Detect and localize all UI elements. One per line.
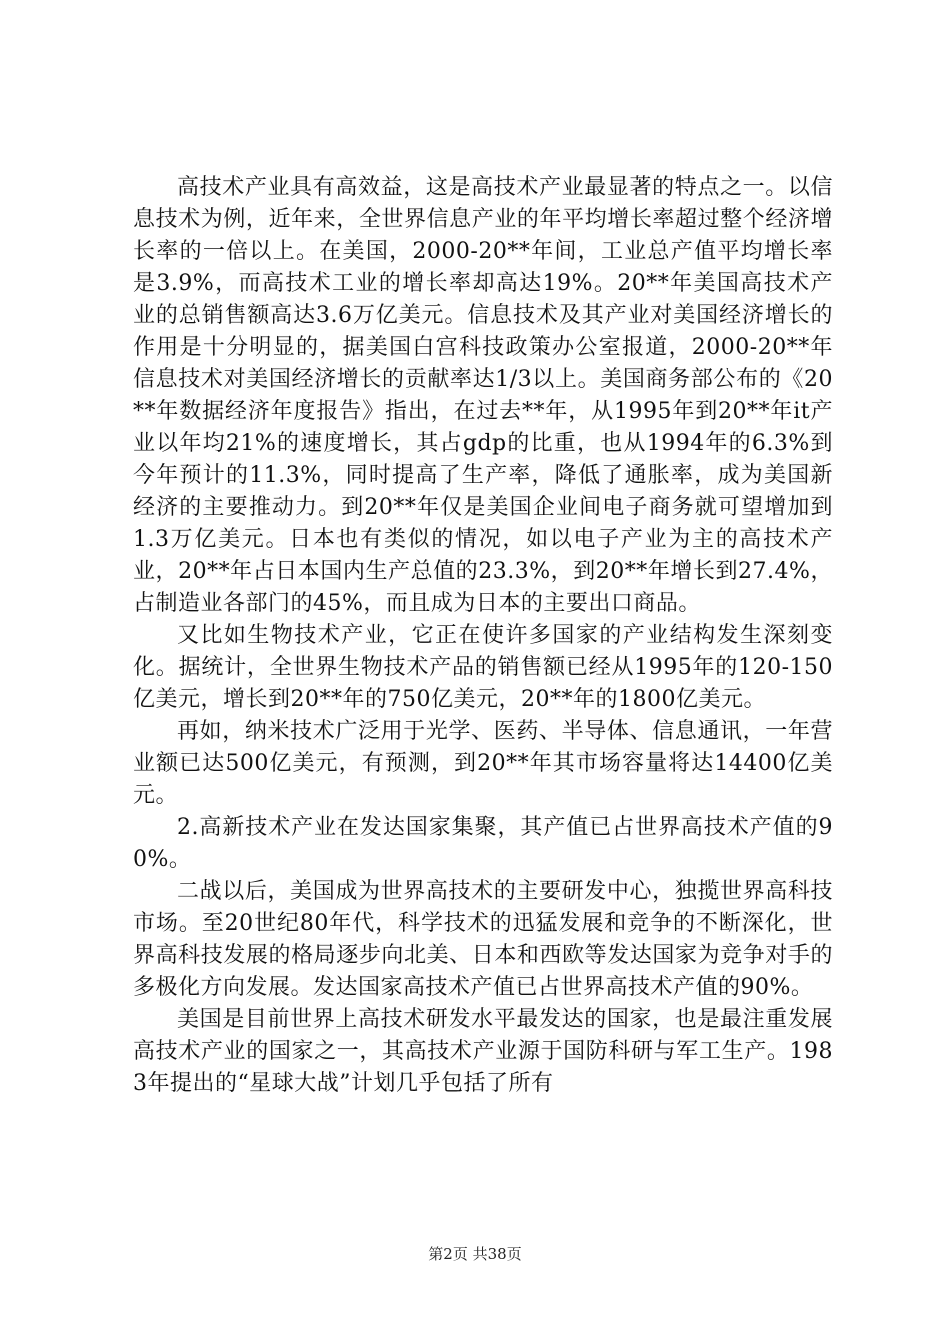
paragraph-3: 再如，纳米技术广泛用于光学、医药、半导体、信息通讯，一年营业额已达500亿美元，有预测，到20**年其市场容量将达14400亿美元。 — [133, 719, 833, 808]
paragraph-6: 美国是目前世界上高技术研发水平最发达的国家，也是最注重发展高技术产业的国家之一，其高技术产业源于国防科研与军工生产。1983年提出的“星球大战”计划几乎包括了所有 — [133, 1007, 833, 1096]
paragraph-5: 二战以后，美国成为世界高技术的主要研发中心，独揽世界高科技市场。至20世纪80年代，科学技术的迅猛发展和竞争的不断深化，世界高科技发展的格局逐步向北美、日本和西欧等发达国家为竞争对手的多极化方向发展。发达国家高技术产值已占世界高技术产值的90%。 — [133, 879, 833, 1000]
paragraph-2: 又比如生物技术产业，它正在使许多国家的产业结构发生深刻变化。据统计，全世界生物技术产品的销售额已经从1995年的120-150亿美元，增长到20**年的750亿美元，20**年的1800亿美元。 — [133, 623, 833, 712]
page-footer: 第2页 共38页 — [428, 1245, 522, 1263]
paragraph-1: 高技术产业具有高效益，这是高技术产业最显著的特点之一。以信息技术为例，近年来，全世界信息产业的年平均增长率超过整个经济增长率的一倍以上。在美国，2000-20**年间，工业总产值平均增长率是3.9%，而高技术工业的增长率却高达19%。20**年美国高技术产业的总销售额高达3.6万亿美元。信息技术及其产业对美国经济增长的作用是十分明显的，据美国白宫科技政策办公室报道，2000-20**年信息技术对美国经济增长的贡献率达1/3以上。美国商务部公布的《20**年数据经济年度报告》指出，在过去**年，从1995年到20**年it产业以年均21%的速度增长，其占gdp的比重，也从1994年的6.3%到今年预计的11.3%，同时提高了生产率，降低了通胀率，成为美国新经济的主要推动力。到20**年仅是美国企业间电子商务就可望增加到1.3万亿美元。日本也有类似的情况，如以电子产业为主的高技术产业，20**年占日本国内生产总值的23.3%，到20**年增长到27.4%，占制造业各部门的45%，而且成为日本的主要出口商品。 — [133, 175, 833, 616]
body-text — [133, 172, 833, 1100]
paragraph-4: 2.高新技术产业在发达国家集聚，其产值已占世界高技术产值的90%。 — [133, 815, 833, 872]
